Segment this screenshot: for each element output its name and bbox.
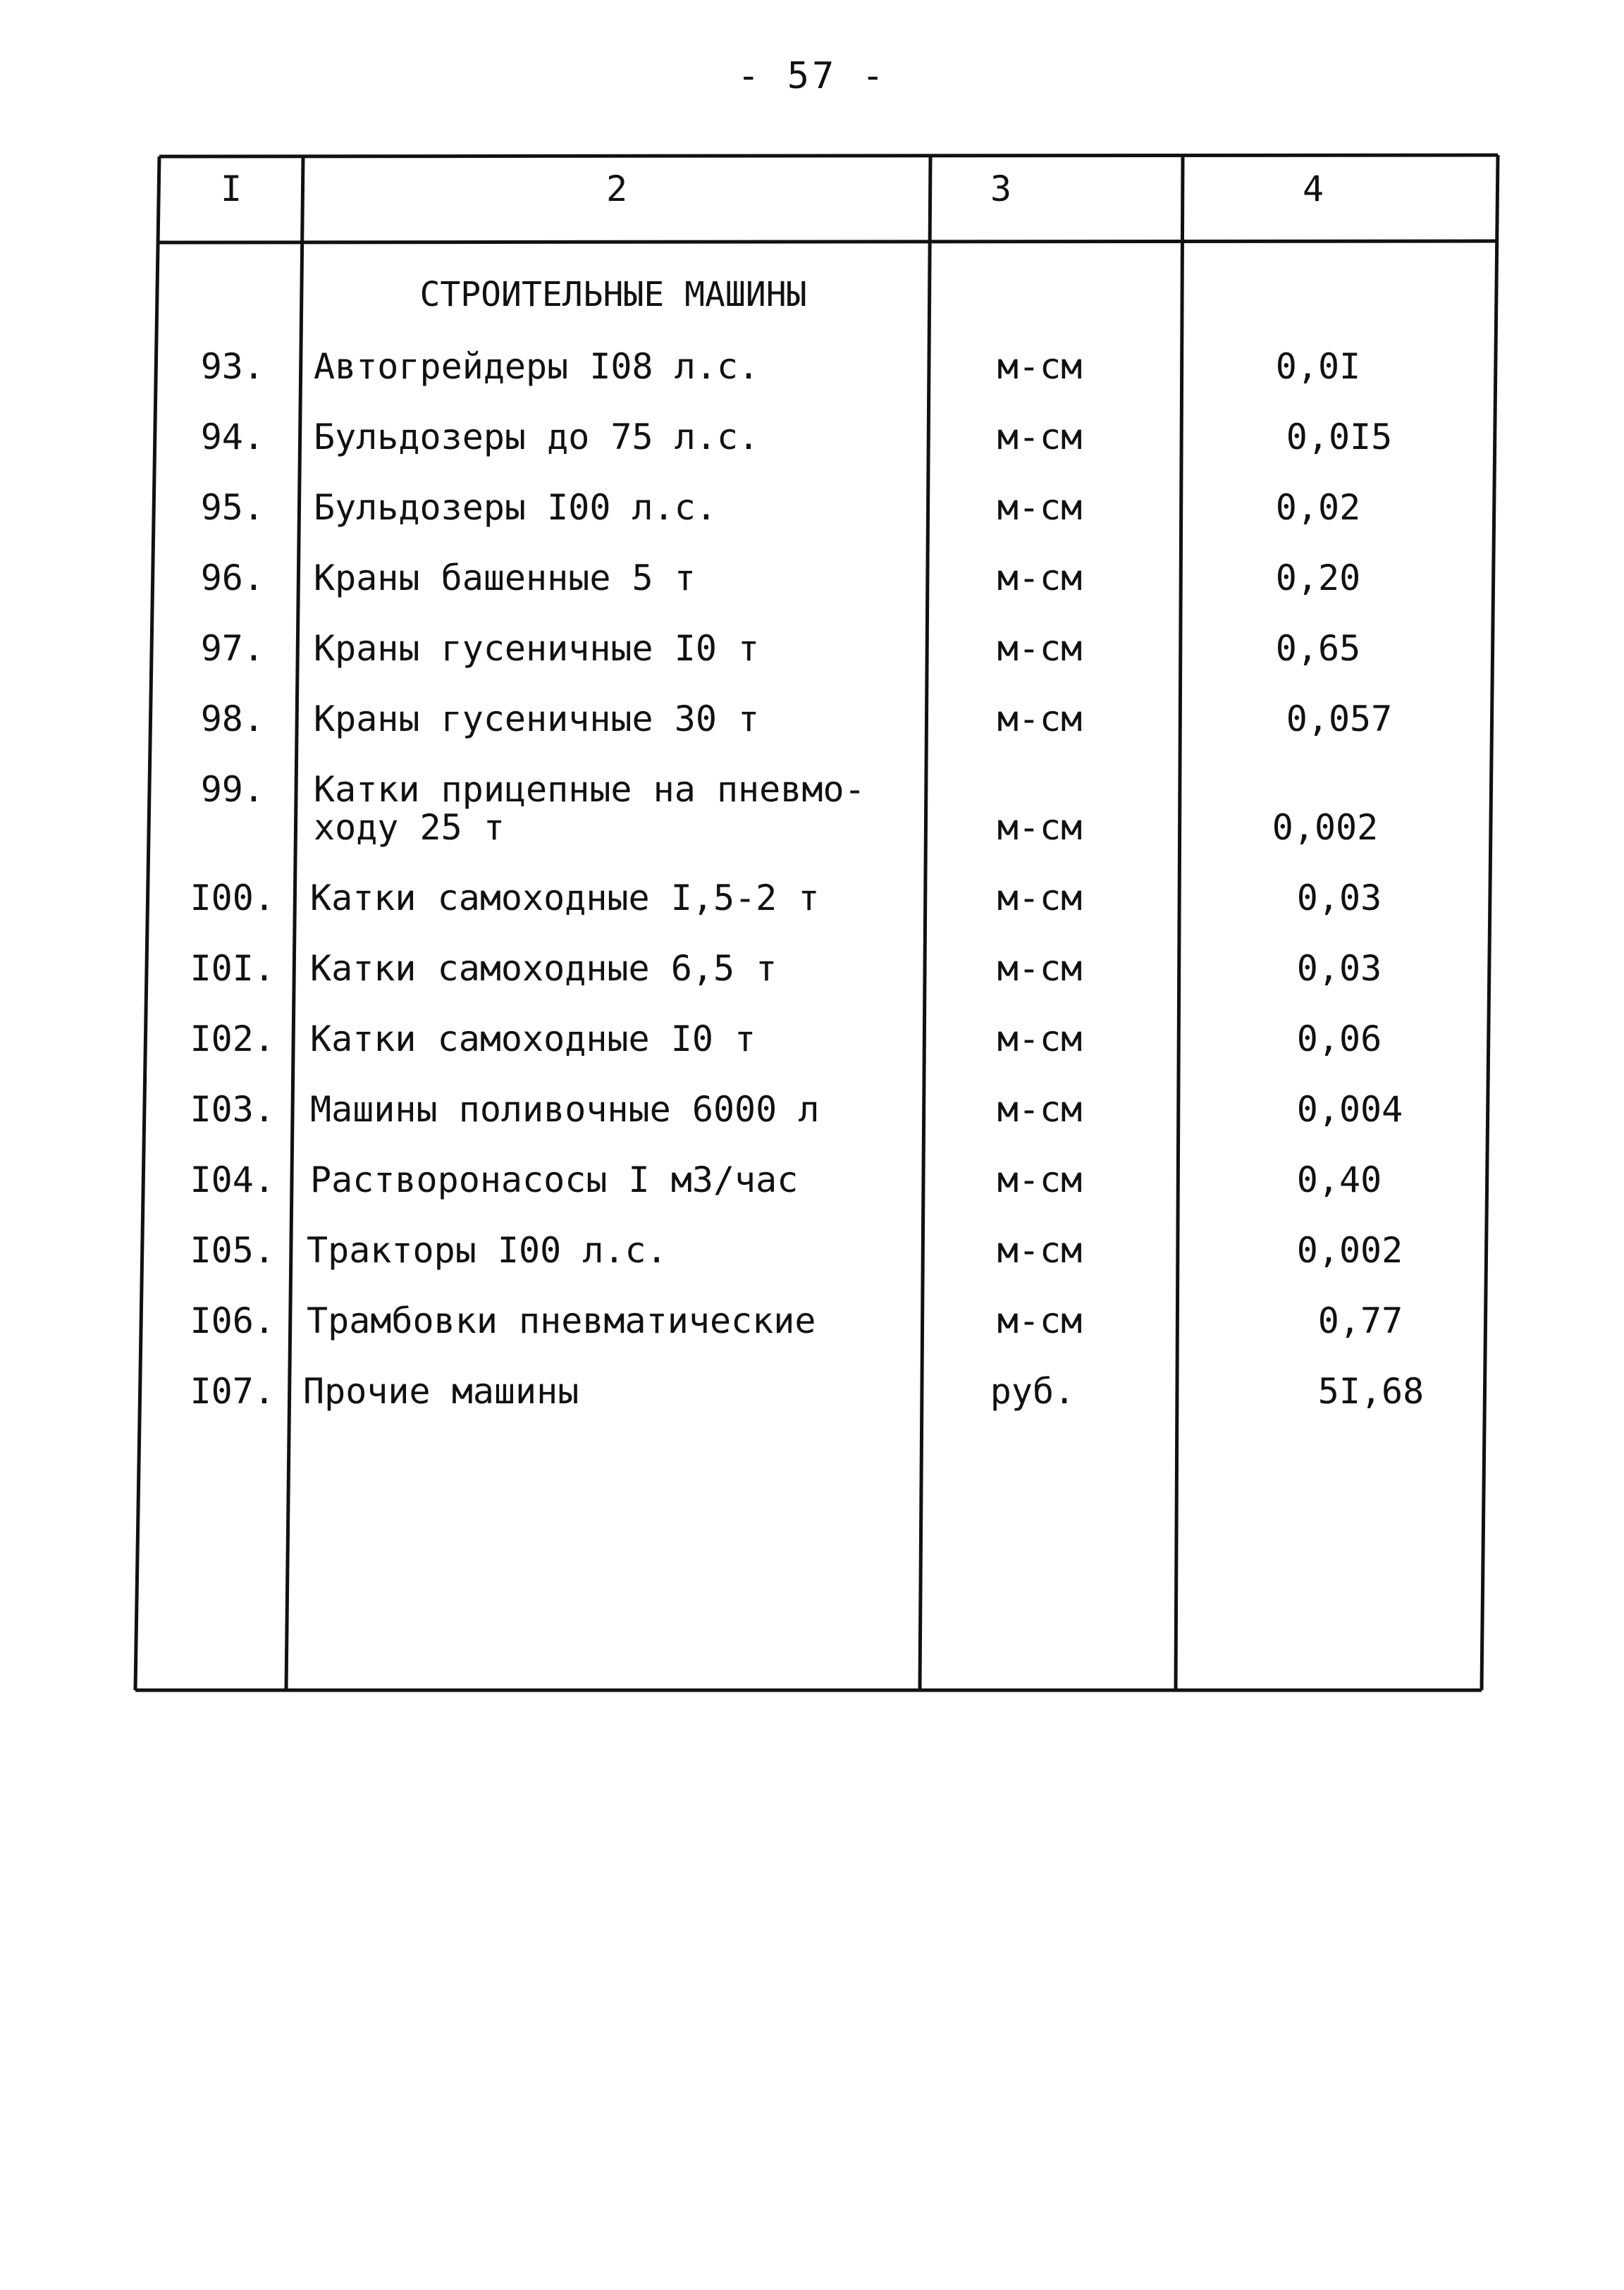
row-unit: м-см xyxy=(997,558,1083,598)
row-value: 0,06 xyxy=(1296,1018,1382,1059)
row-name: Краны башенные 5 т xyxy=(314,558,696,598)
row-name: Трамбовки пневматические xyxy=(307,1300,816,1341)
row-name: Тракторы I00 л.с. xyxy=(307,1230,668,1271)
row-unit: м-см xyxy=(997,698,1083,739)
header-col-3: 3 xyxy=(990,168,1012,209)
row-value: 0,03 xyxy=(1296,948,1382,989)
row-name: Растворонасосы I м3/час xyxy=(310,1159,799,1200)
row-name: Катки самоходные I,5-2 т xyxy=(310,878,820,918)
row-unit: м-см xyxy=(997,1159,1083,1200)
row-number: I03. xyxy=(190,1089,275,1130)
row-name: Автогрейдеры I08 л.с. xyxy=(314,346,760,387)
row-number: 98. xyxy=(200,698,264,739)
row-number: 95. xyxy=(200,487,264,528)
row-name-continued: ходу 25 т xyxy=(314,807,505,848)
row-name: Краны гусеничные I0 т xyxy=(314,628,760,669)
row-unit: м-см xyxy=(997,1230,1083,1271)
row-value: 0,77 xyxy=(1317,1300,1403,1341)
row-unit: м-см xyxy=(997,1089,1083,1130)
row-name: Бульдозеры до 75 л.с. xyxy=(314,417,760,457)
header-col-1: I xyxy=(220,168,242,209)
row-name: Катки прицепные на пневмо- xyxy=(314,769,866,810)
col-3-separator xyxy=(1176,156,1183,1690)
row-unit: м-см xyxy=(997,487,1083,528)
row-unit: м-см xyxy=(997,878,1083,918)
col-1-separator xyxy=(286,156,303,1690)
row-value: 0,002 xyxy=(1296,1230,1403,1271)
row-unit: м-см xyxy=(997,1018,1083,1059)
row-number: I04. xyxy=(190,1159,275,1200)
row-number: I0I. xyxy=(190,948,275,989)
section-title: СТРОИТЕЛЬНЫЕ МАШИНЫ xyxy=(419,275,807,314)
header-col-2: 2 xyxy=(605,168,628,209)
row-number: I07. xyxy=(190,1371,275,1412)
row-number: I02. xyxy=(190,1018,275,1059)
header-bottom-border xyxy=(159,241,1497,242)
row-unit: руб. xyxy=(990,1371,1076,1412)
row-number: I00. xyxy=(190,878,275,918)
row-number: I05. xyxy=(190,1230,275,1271)
table-top-border xyxy=(159,155,1498,156)
page-number: - 57 - xyxy=(737,55,887,97)
row-number: 96. xyxy=(200,558,264,598)
row-name: Бульдозеры I00 л.с. xyxy=(314,487,717,528)
row-value: 0,057 xyxy=(1286,698,1393,739)
row-number: 97. xyxy=(200,628,264,669)
row-name: Катки самоходные I0 т xyxy=(310,1018,756,1059)
row-unit: м-см xyxy=(997,628,1083,669)
row-value: 0,02 xyxy=(1275,487,1361,528)
row-unit: м-см xyxy=(997,1300,1083,1341)
header-col-4: 4 xyxy=(1302,168,1324,209)
row-number: 99. xyxy=(200,769,264,810)
row-value: 0,03 xyxy=(1296,878,1382,918)
col-2-separator xyxy=(920,156,930,1690)
row-number: I06. xyxy=(190,1300,275,1341)
row-value: 0,0I5 xyxy=(1286,417,1393,457)
row-name: Машины поливочные 6000 л xyxy=(310,1089,820,1130)
row-unit: м-см xyxy=(997,346,1083,387)
row-unit: м-см xyxy=(997,948,1083,989)
row-value: 0,40 xyxy=(1296,1159,1382,1200)
row-number: 94. xyxy=(200,417,264,457)
row-value: 0,0I xyxy=(1275,346,1361,387)
row-value: 0,002 xyxy=(1272,807,1379,848)
row-value: 5I,68 xyxy=(1317,1371,1425,1412)
row-number: 93. xyxy=(200,346,264,387)
row-value: 0,004 xyxy=(1296,1089,1403,1130)
col-right-border xyxy=(1482,155,1498,1690)
row-unit: м-см xyxy=(997,807,1083,848)
col-left-border xyxy=(135,156,159,1690)
row-name: Краны гусеничные 30 т xyxy=(314,698,760,739)
row-name: Катки самоходные 6,5 т xyxy=(310,948,777,989)
row-name: Прочие машины xyxy=(303,1371,579,1412)
row-unit: м-см xyxy=(997,417,1083,457)
row-value: 0,20 xyxy=(1275,558,1361,598)
row-value: 0,65 xyxy=(1275,628,1361,669)
